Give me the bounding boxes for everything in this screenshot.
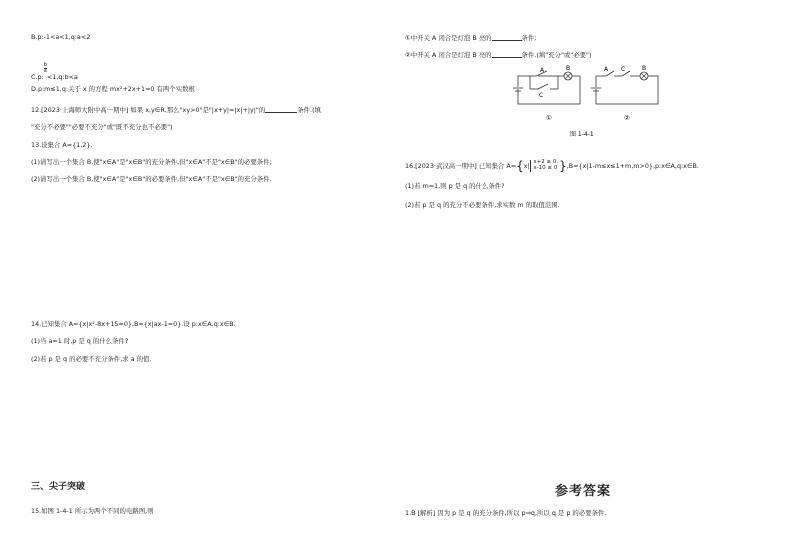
option-c: C.p: $\frac{b}{a}$ <1,q:b<a: [31, 62, 78, 81]
question-12-options: "充分不必要""必要不充分"或"既不充分也不必要"): [31, 123, 173, 131]
question-15-item1: ①中开关 A 闭合是灯泡 B 亮的 条件;: [405, 34, 537, 42]
question-16-part2: (2)若 p 是 q 的充分不必要条件,求实数 m 的取值范围.: [405, 201, 560, 209]
answer-blank: [492, 51, 522, 58]
question-13: 13.设集合 A={1,2}.: [31, 141, 93, 149]
section-heading: 三、尖子突破: [31, 482, 86, 492]
question-12: 12.[2023·上海师大附中高一期中] 如果 x,y∈R,那么"xy>0"是"|x+y|=|x|+|y|"的 条件.(填: [31, 106, 321, 114]
question-15-item2: ②中开关 A 闭合是灯泡 B 亮的 条件.(填"充分"或"必要"): [405, 51, 592, 59]
question-15: 15.如图 1-4-1 所示为两个不同的电路图,则: [31, 507, 154, 515]
question-14: 14.已知集合 A={x|x²-8x+15=0},B={x|ax-1=0}.设 p:x∈A,q:x∈B.: [31, 320, 236, 328]
figure-label-1: ①: [546, 114, 552, 122]
lamp-label-b: B: [642, 65, 647, 72]
inequality-system: x+2 ≥ 0, x-10 ≤ 0: [530, 160, 558, 172]
answer-blank: [265, 106, 297, 113]
switch-label-c: C: [621, 66, 626, 73]
lamp-label-b: B: [566, 65, 571, 72]
question-16-part1: (1)若 m=1,则 p 是 q 的什么条件?: [405, 182, 505, 190]
question-13-part1: (1)请写出一个集合 B,使"x∈A"是"x∈B"的充分条件,但"x∈A"不是"x∈B"的必要条件;: [31, 158, 272, 166]
switch-label-a: A: [540, 67, 545, 74]
fraction-numerator: b: [43, 62, 47, 68]
option-d: D.p:m≤1,q:关于 x 的方程 mx²+2x+1=0 有两个实数根: [31, 85, 195, 93]
switch-label-a: A: [604, 66, 609, 73]
answer-heading: 参考答案: [555, 484, 612, 499]
question-13-part2: (2)请写出一个集合 B,使"x∈A"是"x∈B"的必要条件,但"x∈A"不是"x∈B"的充分条件.: [31, 175, 272, 183]
lamp-icon: [564, 72, 572, 80]
figure-label-2: ②: [624, 114, 630, 122]
fraction-denominator: a: [43, 67, 47, 74]
circuit-figure: [510, 64, 670, 139]
lamp-icon: [640, 72, 648, 80]
answer-blank: [492, 34, 522, 41]
set-brace: }: [559, 159, 567, 173]
question-14-part1: (1)当 a=1 时,p 是 q 的什么条件?: [31, 337, 129, 345]
question-16: 16.[2023·武汉高一期中] 已知集合 A={x| x+2 ≥ 0, x-10 ≤ 0 },B={x|1-m≤x≤1+m,m>0},p:x∈A,q:x∈B.: [405, 159, 699, 173]
figure-caption: 图 1-4-1: [570, 131, 594, 138]
answer-1: 1.B [解析] 因为 p 是 q 的充分条件,所以 p⇒q,所以 q 是 p 的必要条件.: [405, 509, 607, 517]
option-b: B.p:-1<a<1,q:a<2: [31, 33, 91, 41]
question-14-part2: (2)若 p 是 q 的必要不充分条件,求 a 的值.: [31, 355, 152, 363]
switch-label-c: C: [539, 92, 544, 99]
set-brace: {: [516, 159, 524, 173]
